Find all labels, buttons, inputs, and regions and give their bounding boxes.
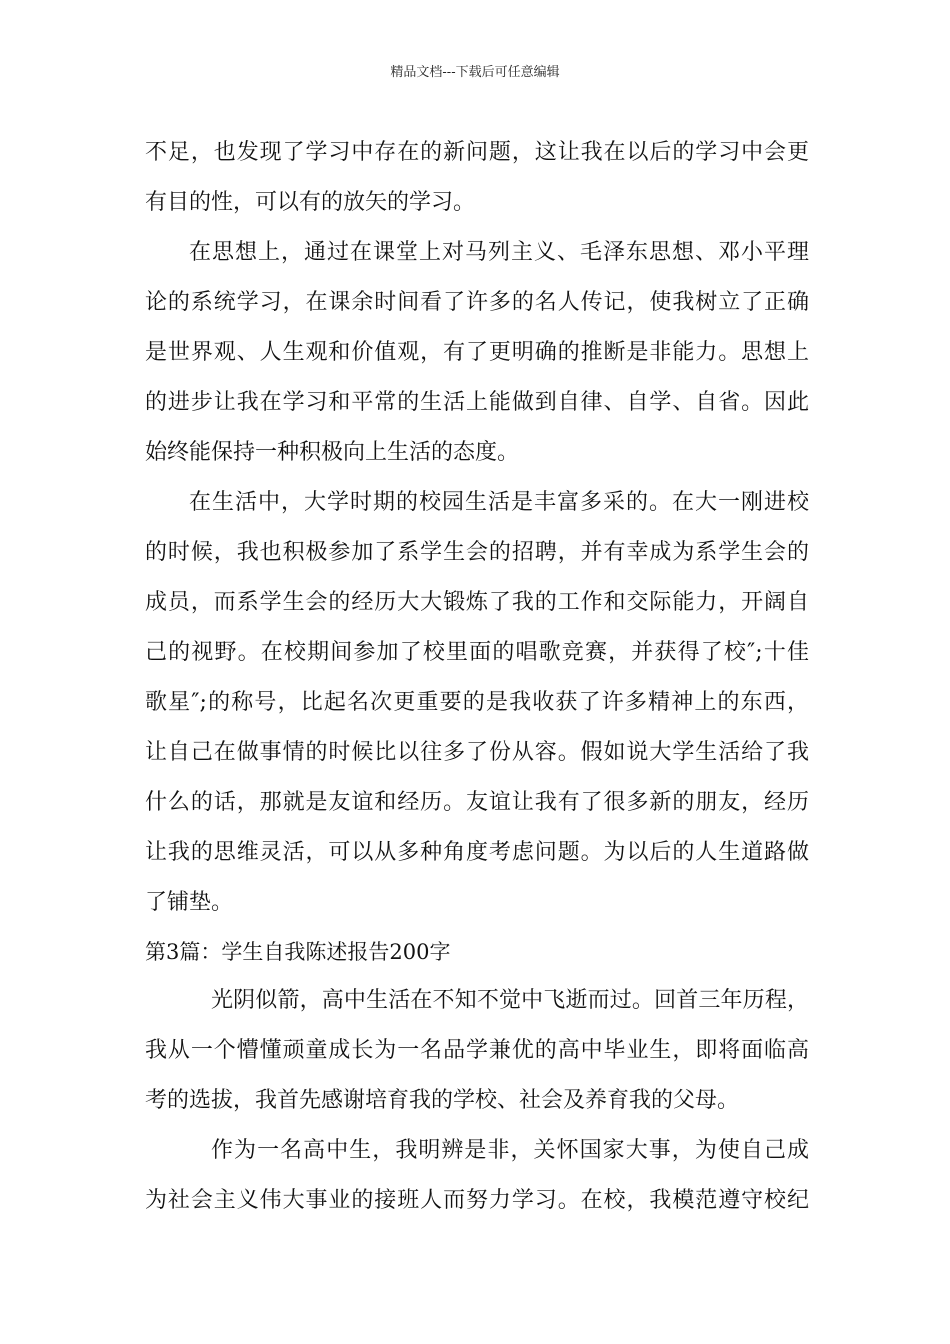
text-line: 有目的性，可以有的放矢的学习。 xyxy=(145,190,476,215)
paragraph xyxy=(145,1126,809,1226)
text-line: 作为一名高中生，我明辨是非，关怀国家大事，为使自己成 xyxy=(211,1138,809,1163)
paragraph xyxy=(145,478,809,928)
text-line: 论的系统学习，在课余时间看了许多的名人传记，使我树立了正确 xyxy=(145,290,809,315)
document-body xyxy=(145,128,809,1226)
text-line: 为社会主义伟大事业的接班人而努力学习。在校，我模范遵守校纪 xyxy=(145,1188,809,1213)
text-line: 在思想上，通过在课堂上对马列主义、毛泽东思想、邓小平理 xyxy=(189,240,809,265)
text-line: 始终能保持一种积极向上生活的态度。 xyxy=(145,440,520,465)
section-heading: 第3篇：学生自我陈述报告200字 xyxy=(145,940,451,964)
paragraph xyxy=(145,976,809,1126)
text-line: 我从一个懵懂顽童成长为一名品学兼优的高中毕业生，即将面临高 xyxy=(145,1038,809,1063)
text-line: 了铺垫。 xyxy=(145,890,234,915)
text-line: 是世界观、人生观和价值观，有了更明确的推断是非能力。思想上 xyxy=(145,340,809,365)
text-line: 的时候，我也积极参加了系学生会的招聘，并有幸成为系学生会的 xyxy=(145,540,809,565)
text-line: 的进步让我在学习和平常的生活上能做到自律、自学、自省。因此 xyxy=(145,390,809,415)
text-line: 不足，也发现了学习中存在的新问题，这让我在以后的学习中会更 xyxy=(145,140,809,165)
text-line: 歌星″;的称号，比起名次更重要的是我收获了许多精神上的东西， xyxy=(145,690,809,715)
text-line: 光阴似箭，高中生活在不知不觉中飞逝而过。回首三年历程， xyxy=(211,988,809,1013)
text-line: 成员，而系学生会的经历大大锻炼了我的工作和交际能力，开阔自 xyxy=(145,590,809,615)
text-line: 在生活中，大学时期的校园生活是丰富多采的。在大一刚进校 xyxy=(189,490,809,515)
text-line: 让自己在做事情的时候比以往多了份从容。假如说大学生活给了我 xyxy=(145,740,809,765)
text-line: 考的选拔，我首先感谢培育我的学校、社会及养育我的父母。 xyxy=(145,1088,740,1113)
text-line: 己的视野。在校期间参加了校里面的唱歌竞赛，并获得了校″;十佳 xyxy=(145,640,809,665)
text-line: 什么的话，那就是友谊和经历。友谊让我有了很多新的朋友，经历 xyxy=(145,790,809,815)
page-header: 精品文档---下载后可任意编辑 xyxy=(390,65,560,80)
paragraph xyxy=(145,128,809,228)
text-line: 让我的思维灵活，可以从多种角度考虑问题。为以后的人生道路做 xyxy=(145,840,809,865)
paragraph xyxy=(145,228,809,478)
